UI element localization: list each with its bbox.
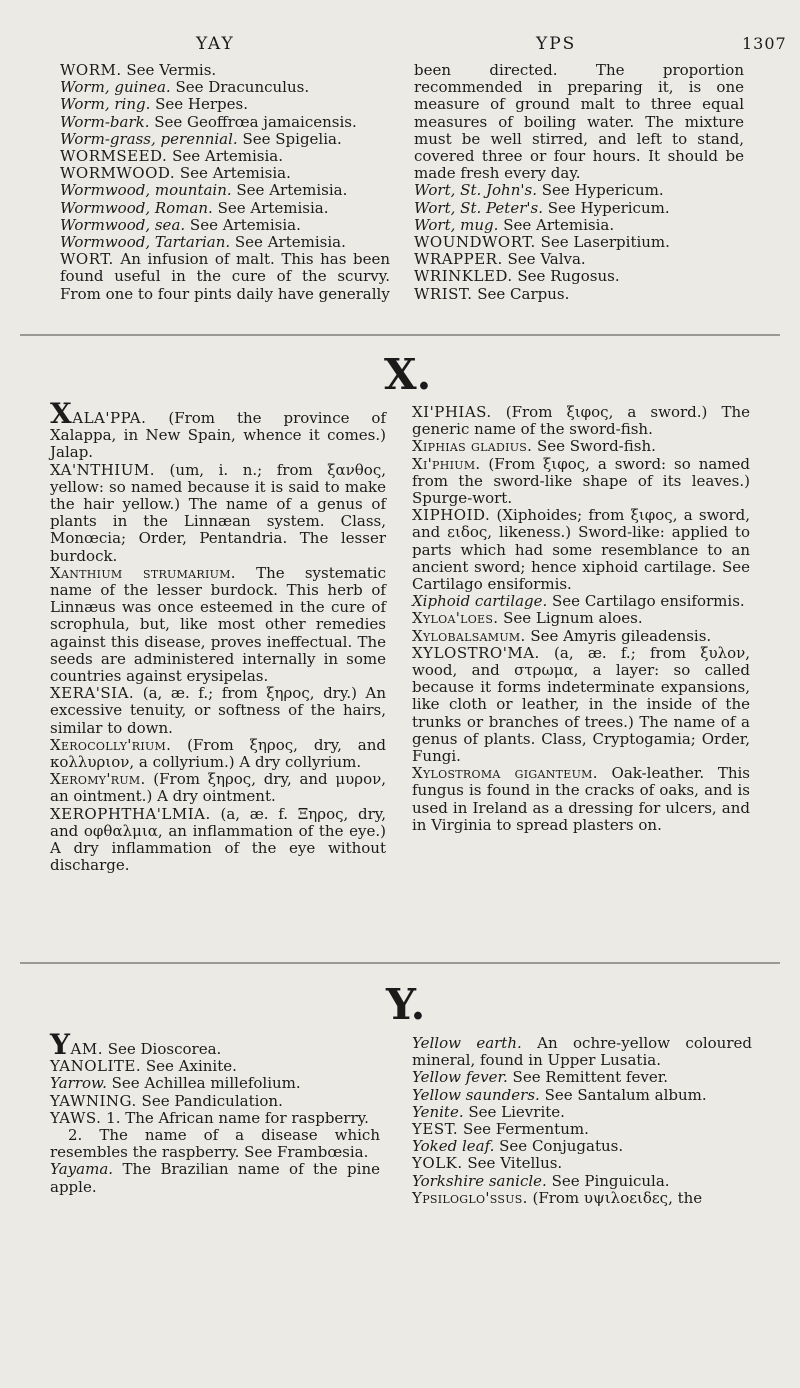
- w-right-column: [414, 62, 744, 303]
- dictionary-entry: [60, 234, 390, 251]
- entry-headword: WRIST.: [414, 284, 473, 303]
- entry-text: The systematic name of the lesser burdock. This herb of Linnæus was once esteemed in the cure of scrophula, but, like most other remedies against this disease, proves ineffectual. The seeds are administered internally in some countries against erysipelas.: [50, 563, 386, 686]
- entry-text: See Laserpitium.: [535, 233, 670, 252]
- dictionary-entry: [412, 1069, 752, 1086]
- entry-text: (From the province of Xalappa, in New Spain, whence it comes.) Jalap.: [50, 409, 386, 462]
- dictionary-entry: [412, 1121, 752, 1138]
- entry-headword: Yayama.: [50, 1160, 114, 1179]
- entry-text: (From ξιφος, a sword: so named from the sword-like shape of its leaves.) Spurge-wort.: [412, 454, 750, 508]
- x-left-column: [50, 397, 386, 875]
- entry-headword: Worm-bark.: [60, 112, 150, 131]
- entry-text: See Achillea millefolium.: [106, 1074, 301, 1093]
- entry-text: See Remittent fever.: [507, 1068, 668, 1087]
- entry-headword: Wormwood, mountain.: [60, 181, 232, 200]
- entry-headword: YAWNING.: [50, 1091, 137, 1110]
- entry-headword: WORT.: [60, 250, 114, 269]
- dictionary-entry: [60, 62, 390, 79]
- dictionary-entry: [50, 1075, 380, 1092]
- dictionary-entry: [412, 1104, 752, 1121]
- dictionary-entry: [50, 1161, 380, 1195]
- entry-text: See Pandiculation.: [136, 1091, 283, 1110]
- entry-text: See Pinguicula.: [546, 1171, 670, 1190]
- dictionary-entry: [414, 286, 744, 303]
- entry-headword: Wormwood, Tartarian.: [60, 233, 231, 252]
- entry-text: An ochre-yellow coloured mineral, found in Upper Lusatia.: [412, 1034, 752, 1070]
- entry-text: (Xiphoides; from ξιφος, a sword, and ειδος, likeness.) Sword-like: applied to parts which had some resemblance to an ancient sword; hence xiphoid cartilage. See Cartilago ensiformis.: [412, 506, 750, 594]
- entry-headword: WRINKLED.: [414, 267, 513, 286]
- dictionary-entry: [60, 217, 390, 234]
- entry-text: been directed. The proportion recommended in preparing it, is one measure of ground malt to three equal measures of boiling water. The mixture must be well stirred, and left to stand, covered three or four hours. It should be made fresh every day.: [414, 61, 744, 183]
- entry-text: See Amyris gileadensis.: [525, 626, 712, 645]
- dictionary-entry: [412, 610, 750, 627]
- x-right-column: [412, 404, 750, 834]
- dictionary-entry: [412, 765, 750, 834]
- entry-headword: YEST.: [412, 1120, 459, 1139]
- dictionary-entry: [412, 593, 750, 610]
- running-head-left: YAY: [196, 34, 235, 54]
- dictionary-entry: [60, 251, 390, 303]
- dictionary-entry: [412, 507, 750, 593]
- entry-headword: Xerocolly'rium.: [50, 735, 172, 754]
- entry-text: See Lignum aloes.: [498, 609, 643, 628]
- entry-text: See Lievrite.: [463, 1102, 565, 1121]
- entry-text: See Artemisia.: [167, 147, 284, 166]
- entry-headword: Yellow earth.: [412, 1034, 522, 1052]
- dictionary-entry: [50, 1127, 380, 1161]
- entry-text: Oak-leather. This fungus is found in the cracks of oaks, and is used in Ireland as a dressing for ulcers, and in Virginia to spread plasters on.: [412, 764, 750, 834]
- entry-headword: XA'NTHIUM.: [50, 460, 156, 479]
- dictionary-entry: [60, 114, 390, 131]
- dictionary-entry: [50, 1058, 380, 1075]
- dictionary-entry: [60, 131, 390, 148]
- entry-text: See Valva.: [502, 250, 586, 269]
- dictionary-entry: [50, 806, 386, 875]
- entry-text: See Artemisia.: [175, 164, 291, 183]
- entry-headword: Xylobalsamum.: [412, 626, 526, 645]
- entry-headword: Worm-grass, perennial.: [60, 129, 238, 148]
- y-right-column: [412, 1035, 752, 1207]
- entry-headword: Yarrow.: [50, 1074, 107, 1093]
- entry-text: (From ξηρος, dry, and μυρον, an ointment.) A dry ointment.: [50, 770, 386, 806]
- entry-text: (a, æ. f.; from ξηρος, dry.) An excessive tenuity, or softness of the hairs, similar to down.: [50, 684, 386, 737]
- dictionary-entry: [412, 404, 750, 438]
- entry-headword: Wort, St. John's.: [414, 181, 537, 200]
- entry-text: See Fermentum.: [458, 1120, 589, 1139]
- entry-text: See Carpus.: [472, 284, 570, 303]
- entry-text: See Artemisia.: [498, 215, 615, 234]
- section-divider: [20, 962, 780, 964]
- entry-headword: Xyloa'loes.: [412, 609, 499, 628]
- entry-text: (From υψιλοειδες, the: [527, 1188, 703, 1207]
- entry-headword: Yenite.: [412, 1102, 464, 1121]
- dictionary-entry: [412, 1035, 752, 1069]
- entry-headword: XI'PHIAS.: [412, 403, 492, 421]
- entry-text: (um, i. n.; from ξανθος, yellow: so named because it is said to make the hair yellow.) The name of a genus of plants in the Linnæan system. Class, Monœcia; Order, Pentandria. The lesser burdock.: [50, 460, 386, 565]
- dictionary-entry: [414, 268, 744, 285]
- entry-text: (a, æ. f. Ξηρος, dry, and οφθαλμια, an inflammation of the eye.) A dry inflammation of the eye without discharge.: [50, 804, 386, 875]
- dictionary-entry: [60, 165, 390, 182]
- dictionary-entry: [414, 200, 744, 217]
- section-divider: [20, 334, 780, 336]
- dictionary-entry: [60, 79, 390, 96]
- dictionary-entry: [50, 1093, 380, 1110]
- dictionary-entry: [412, 438, 750, 455]
- entry-text: See Vermis.: [121, 61, 217, 79]
- dictionary-entry: [50, 1028, 380, 1061]
- entry-headword: YOLK.: [412, 1154, 463, 1173]
- dictionary-entry: [414, 182, 744, 199]
- entry-text: See Hypericum.: [536, 181, 664, 200]
- dictionary-entry: [414, 217, 744, 234]
- section-letter-x: X.: [384, 350, 432, 399]
- entry-text: See Sword-fish.: [532, 437, 656, 456]
- dictionary-entry: [412, 1190, 752, 1207]
- dictionary-entry: [50, 685, 386, 737]
- entry-text: See Cartilago ensiformis.: [547, 592, 745, 611]
- entry-text: See Axinite.: [141, 1057, 237, 1076]
- entry-headword: WRAPPER.: [414, 250, 503, 269]
- entry-headword: Wort, St. Peter's.: [414, 198, 543, 217]
- dictionary-entry: [414, 234, 744, 251]
- entry-text: The Brazilian name of the pine apple.: [50, 1160, 380, 1196]
- entry-headword: XEROPHTHA'LMIA.: [50, 804, 211, 823]
- entry-headword: Wormwood, Roman.: [60, 198, 213, 217]
- entry-text: See Dioscorea.: [102, 1040, 222, 1058]
- entry-text: See Geoffrœa jamaicensis.: [149, 112, 357, 131]
- entry-text: See Rugosus.: [512, 267, 620, 286]
- dictionary-entry: [50, 565, 386, 685]
- entry-headword: WORM.: [60, 61, 122, 79]
- entry-headword: XIPHOID.: [412, 506, 491, 525]
- entry-headword: WORMWOOD.: [60, 164, 176, 183]
- dictionary-entry: [414, 251, 744, 268]
- entry-text: See Spigelia.: [237, 129, 342, 148]
- entry-headword: Worm, ring.: [60, 95, 151, 114]
- dictionary-entry: [412, 1155, 752, 1172]
- entry-text: See Santalum album.: [539, 1085, 707, 1104]
- entry-headword: Yorkshire sanicle.: [412, 1171, 547, 1190]
- dictionary-entry: [60, 182, 390, 199]
- w-left-column: [60, 62, 390, 303]
- entry-text: 1. The African name for raspberry.: [101, 1108, 369, 1127]
- entry-headword: XERA'SIA.: [50, 684, 135, 703]
- entry-text: (a, æ. f.; from ξυλον, wood, and στρωμα, a layer: so called because it forms indeterminate expansions, like cloth or leather, in the inside of the trunks or branches of trees.) The name of a genus of plants. Class, Cryptogamia; Order, Fungi.: [412, 643, 750, 766]
- entry-headword: Xanthium strumarium.: [50, 563, 236, 582]
- dictionary-entry: [50, 462, 386, 565]
- dictionary-entry: [60, 96, 390, 113]
- dictionary-entry: [50, 737, 386, 771]
- entry-headword: YAWS.: [50, 1108, 102, 1127]
- entry-headword: XYLOSTRO'MA.: [412, 643, 540, 662]
- entry-headword: Xylostroma giganteum.: [412, 764, 598, 783]
- entry-headword: YAM.: [50, 1028, 103, 1061]
- entry-headword: WOUNDWORT.: [414, 233, 536, 252]
- entry-headword: Xiphias gladius.: [412, 437, 533, 456]
- entry-text: (From ξιφος, a sword.) The generic name of the sword-fish.: [412, 403, 750, 439]
- dictionary-entry: [412, 645, 750, 765]
- entry-headword: Ypsiloglo'ssus.: [412, 1188, 528, 1207]
- entry-text: See Conjugatus.: [494, 1137, 624, 1156]
- dictionary-entry: [414, 62, 744, 182]
- entry-headword: XALA'PPA.: [50, 397, 147, 430]
- page-number: 1307: [742, 34, 787, 53]
- dictionary-entry: [60, 200, 390, 217]
- entry-text: See Hypericum.: [542, 198, 670, 217]
- dictionary-entry: [412, 456, 750, 508]
- dictionary-entry: [412, 1138, 752, 1155]
- dictionary-entry: [50, 1110, 380, 1127]
- dictionary-entry: [50, 771, 386, 805]
- dictionary-entry: [60, 148, 390, 165]
- entry-headword: Worm, guinea.: [60, 78, 171, 97]
- entry-text: See Herpes.: [150, 95, 248, 114]
- y-left-column: [50, 1028, 380, 1196]
- entry-headword: Wort, mug.: [414, 215, 499, 234]
- entry-headword: WORMSEED.: [60, 147, 168, 166]
- entry-headword: Yoked leaf.: [412, 1137, 495, 1156]
- entry-text: See Artemisia.: [185, 215, 301, 234]
- dictionary-entry: [412, 1173, 752, 1190]
- entry-headword: YANOLITE.: [50, 1057, 142, 1076]
- entry-text: See Artemisia.: [230, 233, 346, 252]
- entry-text: See Vitellus.: [462, 1154, 563, 1173]
- entry-text: (From ξηρος, dry, and κολλυριον, a collyrium.) A dry collyrium.: [50, 735, 386, 772]
- entry-headword: Yellow saunders.: [412, 1085, 540, 1104]
- entry-text: An infusion of malt. This has been found useful in the cure of the scurvy. From one to four pints daily have generally: [60, 250, 390, 303]
- entry-text: See Artemisia.: [231, 181, 348, 200]
- dictionary-entry: [412, 1087, 752, 1104]
- running-head-right: YPS: [536, 34, 577, 54]
- entry-text: See Dracunculus.: [170, 78, 310, 97]
- entry-headword: Yellow fever.: [412, 1068, 508, 1087]
- entry-text: 2. The name of a disease which resembles the raspberry. See Frambœsia.: [50, 1126, 380, 1162]
- entry-text: See Artemisia.: [212, 198, 329, 217]
- dictionary-entry: [412, 628, 750, 645]
- entry-headword: Xiphoid cartilage.: [412, 592, 548, 611]
- entry-headword: Xeromy'rum.: [50, 770, 146, 789]
- entry-headword: Xi'phium.: [412, 454, 481, 473]
- section-letter-y: Y.: [386, 980, 426, 1029]
- dictionary-entry: [50, 397, 386, 462]
- entry-headword: Wormwood, sea.: [60, 215, 186, 234]
